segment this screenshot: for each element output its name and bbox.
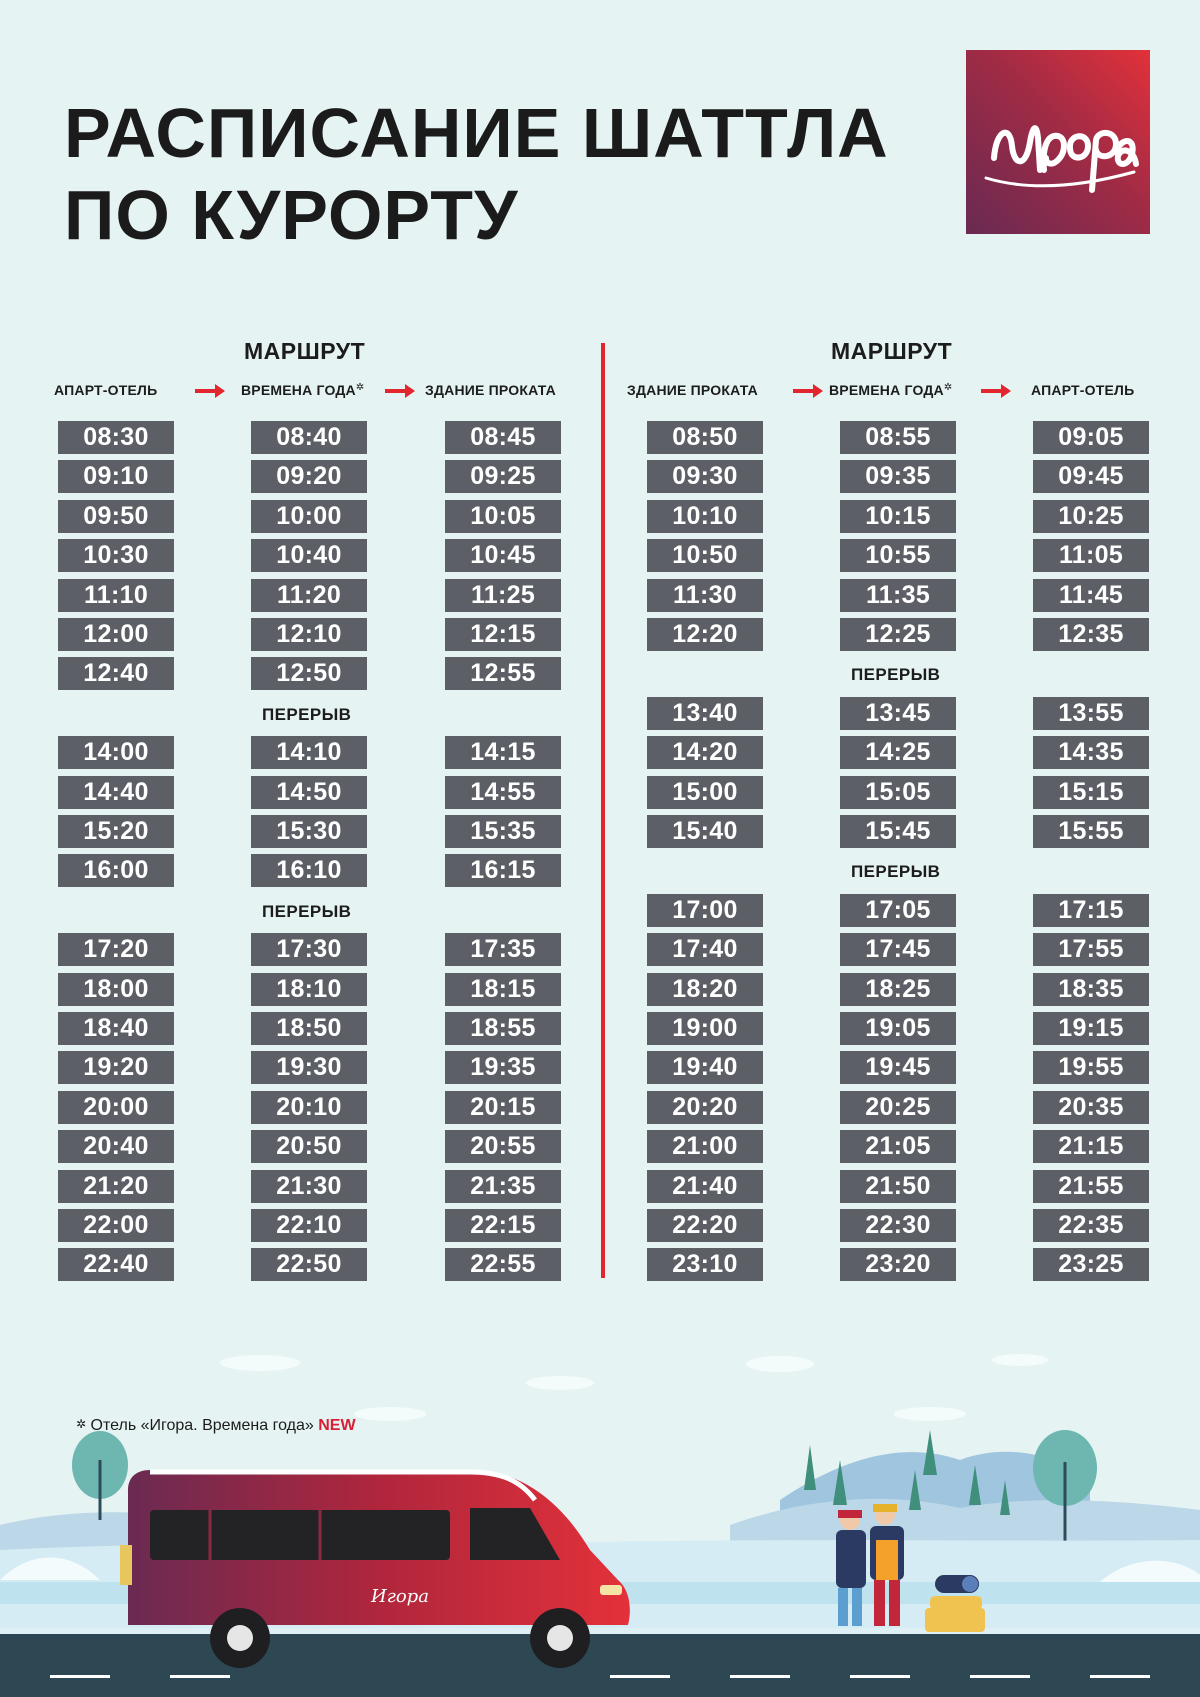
snowflake-icon: ✲ bbox=[76, 1417, 87, 1431]
departure-time: 10:05 bbox=[445, 500, 561, 533]
departure-time: 16:15 bbox=[445, 854, 561, 887]
page-title bbox=[64, 92, 889, 256]
departure-time: 14:55 bbox=[445, 776, 561, 809]
departure-time: 23:25 bbox=[1033, 1248, 1149, 1281]
departure-time: 19:05 bbox=[840, 1012, 956, 1045]
departure-time: 20:40 bbox=[58, 1130, 174, 1163]
winter-scene-illustration bbox=[0, 1350, 1200, 1697]
departure-time: 14:10 bbox=[251, 736, 367, 769]
stop-header-1: АПАРТ-ОТЕЛЬ bbox=[54, 382, 158, 398]
departure-time: 18:50 bbox=[251, 1012, 367, 1045]
departure-time: 12:55 bbox=[445, 657, 561, 690]
stop-header-2-label: ВРЕМЕНА ГОДА bbox=[241, 382, 356, 398]
departure-time: 17:00 bbox=[647, 894, 763, 927]
departure-time: 09:05 bbox=[1033, 421, 1149, 454]
departure-time: 19:15 bbox=[1033, 1012, 1149, 1045]
departure-time: 20:10 bbox=[251, 1091, 367, 1124]
departure-time: 15:45 bbox=[840, 815, 956, 848]
departure-time: 22:40 bbox=[58, 1248, 174, 1281]
departure-time: 08:30 bbox=[58, 421, 174, 454]
snowflake-icon: ✲ bbox=[355, 382, 365, 393]
departure-time: 20:00 bbox=[58, 1091, 174, 1124]
departure-time: 14:15 bbox=[445, 736, 561, 769]
departure-time: 14:40 bbox=[58, 776, 174, 809]
departure-time: 23:20 bbox=[840, 1248, 956, 1281]
stop-header-2 bbox=[829, 382, 952, 398]
departure-time: 21:40 bbox=[647, 1170, 763, 1203]
page-title-line-2: ПО КУРОРТУ bbox=[64, 176, 519, 254]
departure-time: 17:40 bbox=[647, 933, 763, 966]
departure-time: 14:00 bbox=[58, 736, 174, 769]
departure-time: 10:55 bbox=[840, 539, 956, 572]
departure-time: 09:50 bbox=[58, 500, 174, 533]
departure-time: 15:15 bbox=[1033, 776, 1149, 809]
departure-time: 09:20 bbox=[251, 460, 367, 493]
svg-text:Игора: Игора bbox=[371, 1586, 429, 1607]
departure-time: 18:10 bbox=[251, 973, 367, 1006]
departure-time: 19:55 bbox=[1033, 1051, 1149, 1084]
departure-time: 20:35 bbox=[1033, 1091, 1149, 1124]
departure-time: 18:00 bbox=[58, 973, 174, 1006]
departure-time: 08:40 bbox=[251, 421, 367, 454]
stop-header-2-label: ВРЕМЕНА ГОДА bbox=[829, 382, 944, 398]
departure-time: 22:30 bbox=[840, 1209, 956, 1242]
departure-time: 12:20 bbox=[647, 618, 763, 651]
departure-time: 20:55 bbox=[445, 1130, 561, 1163]
departure-time: 18:20 bbox=[647, 973, 763, 1006]
departure-time: 22:10 bbox=[251, 1209, 367, 1242]
departure-time: 20:25 bbox=[840, 1091, 956, 1124]
break-label: ПЕРЕРЫВ bbox=[851, 665, 941, 685]
break-label: ПЕРЕРЫВ bbox=[851, 862, 941, 882]
clouds bbox=[220, 1354, 1048, 1421]
route-title: МАРШРУТ bbox=[831, 338, 953, 364]
departure-time: 11:30 bbox=[647, 579, 763, 612]
departure-time: 11:25 bbox=[445, 579, 561, 612]
departure-time: 21:35 bbox=[445, 1170, 561, 1203]
departure-time: 16:00 bbox=[58, 854, 174, 887]
departure-time: 08:50 bbox=[647, 421, 763, 454]
new-badge: NEW bbox=[318, 1417, 356, 1434]
arrow-right-icon bbox=[385, 384, 415, 398]
break-label: ПЕРЕРЫВ bbox=[262, 704, 352, 724]
departure-time: 18:25 bbox=[840, 973, 956, 1006]
departure-time: 20:50 bbox=[251, 1130, 367, 1163]
departure-time: 11:20 bbox=[251, 579, 367, 612]
arrow-right-icon bbox=[793, 384, 823, 398]
departure-time: 19:20 bbox=[58, 1051, 174, 1084]
departure-time: 18:15 bbox=[445, 973, 561, 1006]
departure-time: 11:45 bbox=[1033, 579, 1149, 612]
departure-time: 15:40 bbox=[647, 815, 763, 848]
departure-time: 12:40 bbox=[58, 657, 174, 690]
departure-time: 18:35 bbox=[1033, 973, 1149, 1006]
departure-time: 09:35 bbox=[840, 460, 956, 493]
arrow-right-icon bbox=[981, 384, 1011, 398]
departure-time: 21:55 bbox=[1033, 1170, 1149, 1203]
departure-time: 14:25 bbox=[840, 736, 956, 769]
departure-time: 19:00 bbox=[647, 1012, 763, 1045]
departure-time: 22:35 bbox=[1033, 1209, 1149, 1242]
departure-time: 15:20 bbox=[58, 815, 174, 848]
departure-time: 12:15 bbox=[445, 618, 561, 651]
departure-time: 21:05 bbox=[840, 1130, 956, 1163]
departure-time: 22:20 bbox=[647, 1209, 763, 1242]
departure-time: 10:50 bbox=[647, 539, 763, 572]
stop-header-3: ЗДАНИЕ ПРОКАТА bbox=[425, 382, 556, 398]
departure-time: 19:45 bbox=[840, 1051, 956, 1084]
departure-time: 10:25 bbox=[1033, 500, 1149, 533]
departure-time: 17:45 bbox=[840, 933, 956, 966]
departure-time: 22:55 bbox=[445, 1248, 561, 1281]
departure-time: 14:35 bbox=[1033, 736, 1149, 769]
departure-time: 15:00 bbox=[647, 776, 763, 809]
departure-time: 17:20 bbox=[58, 933, 174, 966]
departure-time: 16:10 bbox=[251, 854, 367, 887]
departure-time: 10:15 bbox=[840, 500, 956, 533]
route-title: МАРШРУТ bbox=[244, 338, 366, 364]
departure-time: 14:20 bbox=[647, 736, 763, 769]
departure-time: 21:20 bbox=[58, 1170, 174, 1203]
departure-time: 12:00 bbox=[58, 618, 174, 651]
departure-time: 21:50 bbox=[840, 1170, 956, 1203]
departure-time: 12:35 bbox=[1033, 618, 1149, 651]
departure-time: 11:05 bbox=[1033, 539, 1149, 572]
departure-time: 22:15 bbox=[445, 1209, 561, 1242]
route-divider bbox=[601, 343, 605, 1278]
departure-time: 10:10 bbox=[647, 500, 763, 533]
departure-time: 09:30 bbox=[647, 460, 763, 493]
departure-time: 19:30 bbox=[251, 1051, 367, 1084]
departure-time: 13:55 bbox=[1033, 697, 1149, 730]
departure-time: 15:35 bbox=[445, 815, 561, 848]
departure-time: 09:45 bbox=[1033, 460, 1149, 493]
departure-time: 15:55 bbox=[1033, 815, 1149, 848]
departure-time: 10:45 bbox=[445, 539, 561, 572]
departure-time: 12:25 bbox=[840, 618, 956, 651]
departure-time: 21:15 bbox=[1033, 1130, 1149, 1163]
departure-time: 22:00 bbox=[58, 1209, 174, 1242]
departure-time: 09:25 bbox=[445, 460, 561, 493]
page-title-line-1: РАСПИСАНИЕ ШАТТЛА bbox=[64, 94, 889, 172]
stop-header-1: ЗДАНИЕ ПРОКАТА bbox=[627, 382, 758, 398]
departure-time: 09:10 bbox=[58, 460, 174, 493]
footnote-text: Отель «Игора. Времена года» bbox=[90, 1417, 314, 1434]
break-label: ПЕРЕРЫВ bbox=[262, 901, 352, 921]
departure-time: 13:40 bbox=[647, 697, 763, 730]
departure-time: 17:30 bbox=[251, 933, 367, 966]
departure-time: 10:00 bbox=[251, 500, 367, 533]
departure-time: 17:35 bbox=[445, 933, 561, 966]
departure-time: 11:35 bbox=[840, 579, 956, 612]
departure-time: 21:30 bbox=[251, 1170, 367, 1203]
departure-time: 13:45 bbox=[840, 697, 956, 730]
igora-logo bbox=[966, 50, 1150, 234]
departure-time: 14:50 bbox=[251, 776, 367, 809]
departure-time: 23:10 bbox=[647, 1248, 763, 1281]
departure-time: 18:55 bbox=[445, 1012, 561, 1045]
departure-time: 12:10 bbox=[251, 618, 367, 651]
departure-time: 10:40 bbox=[251, 539, 367, 572]
departure-time: 17:15 bbox=[1033, 894, 1149, 927]
departure-time: 08:55 bbox=[840, 421, 956, 454]
departure-time: 20:20 bbox=[647, 1091, 763, 1124]
departure-time: 22:50 bbox=[251, 1248, 367, 1281]
departure-time: 08:45 bbox=[445, 421, 561, 454]
departure-time: 18:40 bbox=[58, 1012, 174, 1045]
igora-logo-script-icon bbox=[966, 50, 1150, 234]
stop-header-3: АПАРТ-ОТЕЛЬ bbox=[1031, 382, 1135, 398]
arrow-right-icon bbox=[195, 384, 225, 398]
stop-header-2 bbox=[241, 382, 364, 398]
departure-time: 11:10 bbox=[58, 579, 174, 612]
departure-time: 19:40 bbox=[647, 1051, 763, 1084]
departure-time: 15:05 bbox=[840, 776, 956, 809]
departure-time: 17:05 bbox=[840, 894, 956, 927]
departure-time: 20:15 bbox=[445, 1091, 561, 1124]
departure-time: 12:50 bbox=[251, 657, 367, 690]
departure-time: 19:35 bbox=[445, 1051, 561, 1084]
departure-time: 17:55 bbox=[1033, 933, 1149, 966]
snowflake-icon: ✲ bbox=[943, 382, 953, 393]
departure-time: 10:30 bbox=[58, 539, 174, 572]
departure-time: 21:00 bbox=[647, 1130, 763, 1163]
departure-time: 15:30 bbox=[251, 815, 367, 848]
